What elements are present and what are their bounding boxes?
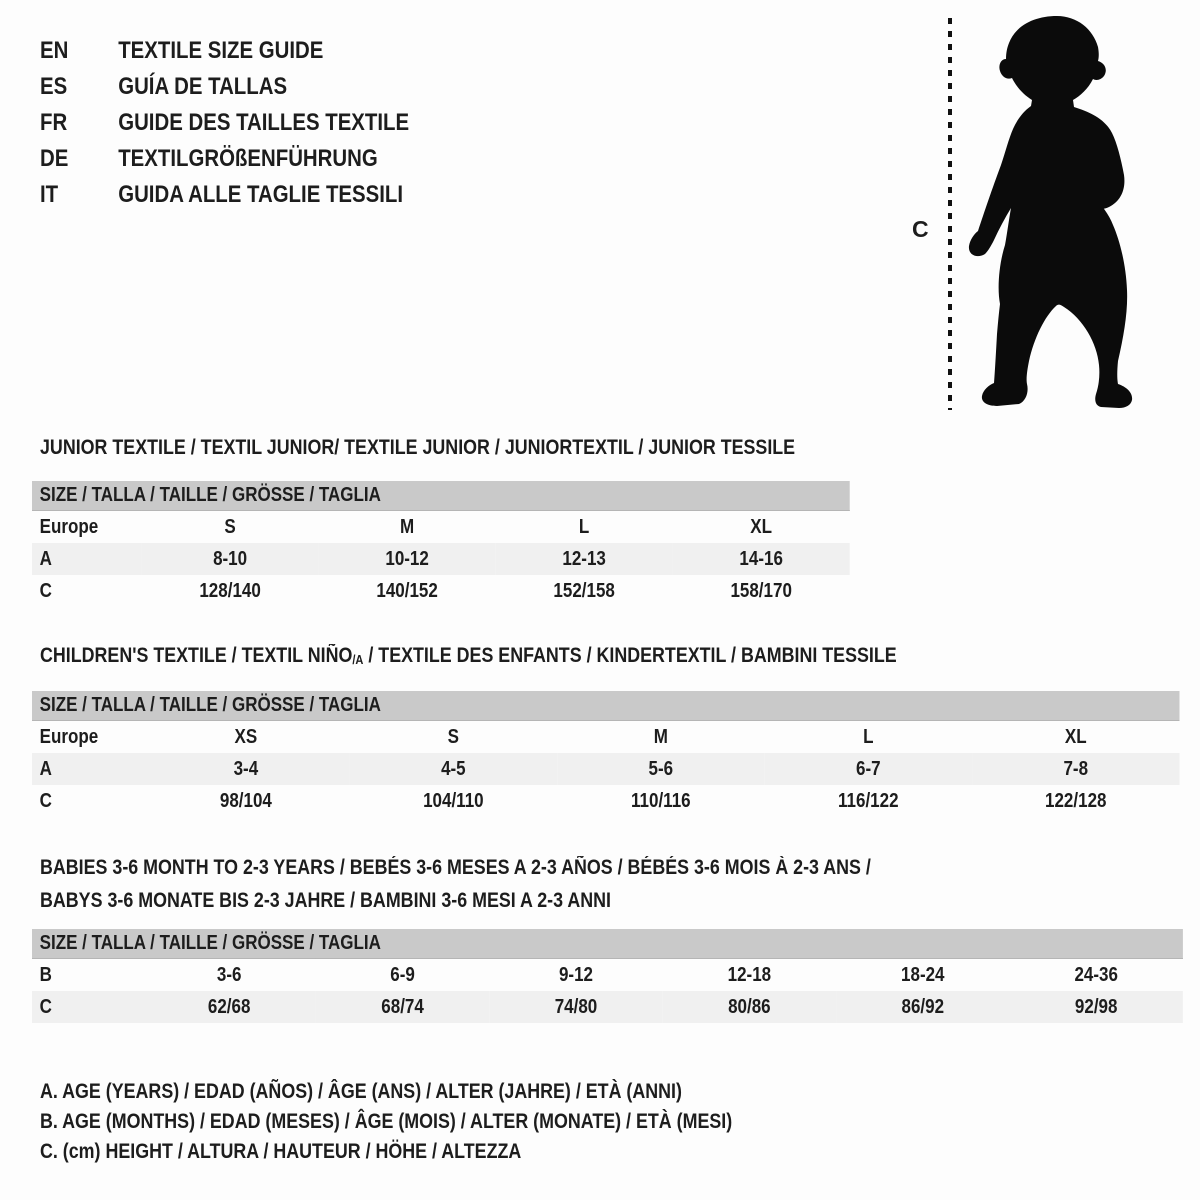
row-label: Europe	[39, 515, 99, 538]
size-cell: M	[400, 515, 415, 538]
age-cell: 5-6	[557, 753, 764, 785]
size-cell: S	[447, 725, 460, 748]
height-cell: 74/80	[489, 991, 662, 1023]
height-cell: 128/140	[199, 579, 261, 602]
height-cell: 92/98	[1009, 991, 1182, 1023]
age-cell: 3-4	[142, 753, 349, 785]
row-height-c	[32, 575, 850, 607]
language-row-it	[40, 177, 409, 213]
language-code: IT	[40, 181, 59, 208]
size-header-bar: SIZE / TALLA / TAILLE / GRÖSSE / TAGLIA	[32, 481, 850, 511]
language-row-es	[40, 69, 409, 105]
row-height-c	[32, 785, 1180, 817]
row-label: A	[32, 753, 142, 785]
row-age-b	[32, 959, 1183, 992]
size-cell: L	[863, 725, 874, 748]
row-age-a	[32, 543, 850, 575]
language-code: ES	[40, 73, 68, 100]
language-row-de	[40, 141, 409, 177]
row-height-c	[32, 991, 1183, 1023]
children-heading-text: CHILDREN'S TEXTILE / TEXTIL NIÑO	[40, 644, 353, 667]
size-cell: S	[224, 515, 236, 538]
row-label: Europe	[39, 725, 99, 748]
age-cell: 7-8	[972, 753, 1179, 785]
children-size-table	[32, 691, 1180, 817]
language-row-fr	[40, 105, 409, 141]
language-title: GUÍA DE TALLAS	[118, 73, 288, 100]
age-cell: 14-16	[673, 543, 850, 575]
size-cell: L	[578, 515, 590, 538]
age-cell: 4-5	[350, 753, 557, 785]
row-label: C	[32, 991, 142, 1023]
age-cell: 18-24	[901, 963, 945, 986]
height-cell: 122/128	[1045, 789, 1107, 812]
babies-heading-line1: BABIES 3-6 MONTH TO 2-3 YEARS / BEBÉS 3-6 MESES A 2-3 AÑOS / BÉBÉS 3-6 MOIS À 2-3 ANS /	[40, 856, 871, 879]
row-europe	[32, 511, 850, 544]
language-title: TEXTILGRÖßENFÜHRUNG	[118, 145, 378, 172]
legend	[40, 1077, 732, 1167]
children-heading-subscript: /A	[352, 652, 364, 668]
legend-line-b: B. AGE (MONTHS) / EDAD (MESES) / ÂGE (MOIS) / ALTER (MONATE) / ETÀ (MESI)	[40, 1110, 733, 1133]
language-title: TEXTILE SIZE GUIDE	[118, 37, 324, 64]
babies-size-table	[32, 929, 1183, 1023]
legend-line-a: A. AGE (YEARS) / EDAD (AÑOS) / ÂGE (ANS) / ALTER (JAHRE) / ETÀ (ANNI)	[40, 1080, 682, 1103]
age-cell: 6-9	[390, 963, 415, 986]
height-cell: 116/122	[838, 789, 899, 812]
age-cell: 8-10	[142, 543, 319, 575]
height-cell: 110/116	[631, 789, 691, 812]
children-heading-text: / TEXTILE DES ENFANTS / KINDERTEXTIL / BAMBINI TESSILE	[363, 644, 897, 667]
junior-size-table	[32, 481, 850, 607]
height-cell: 62/68	[142, 991, 315, 1023]
language-list	[40, 33, 409, 213]
legend-line-c: C. (cm) HEIGHT / ALTURA / HAUTEUR / HÖHE / ALTEZZA	[40, 1140, 522, 1163]
age-cell: 12-13	[496, 543, 673, 575]
row-label: A	[32, 543, 142, 575]
height-cell: 80/86	[663, 991, 836, 1023]
height-cell: 140/152	[376, 579, 438, 602]
language-code: EN	[40, 37, 69, 64]
height-cell: 152/158	[553, 579, 615, 602]
row-europe	[32, 721, 1180, 754]
height-measure-label: C	[912, 216, 929, 242]
age-cell: 24-36	[1074, 963, 1118, 986]
age-cell: 9-12	[558, 963, 593, 986]
age-cell: 6-7	[765, 753, 972, 785]
size-cell: XS	[234, 725, 258, 748]
row-label: C	[39, 579, 52, 602]
row-label: B	[39, 963, 52, 986]
size-cell: XL	[750, 515, 773, 538]
baby-silhouette-icon	[969, 16, 1132, 408]
height-cell: 98/104	[219, 789, 272, 812]
language-code: DE	[40, 145, 69, 172]
size-cell: XL	[1064, 725, 1087, 748]
junior-section-heading: JUNIOR TEXTILE / TEXTIL JUNIOR/ TEXTILE JUNIOR / JUNIORTEXTIL / JUNIOR TESSILE	[40, 436, 796, 459]
children-section-heading	[40, 644, 897, 670]
babies-heading-line2: BABYS 3-6 MONATE BIS 2-3 JAHRE / BAMBINI 3-6 MESI A 2-3 ANNI	[40, 889, 611, 912]
language-title: GUIDA ALLE TAGLIE TESSILI	[118, 181, 404, 208]
baby-height-figure	[938, 12, 1150, 414]
age-cell: 3-6	[216, 963, 242, 986]
row-label: C	[39, 789, 52, 812]
language-row-en	[40, 33, 409, 69]
row-age-a	[32, 753, 1180, 785]
language-code: FR	[40, 109, 68, 136]
age-cell: 10-12	[319, 543, 496, 575]
height-cell: 68/74	[316, 991, 489, 1023]
language-title: GUIDE DES TAILLES TEXTILE	[118, 109, 410, 136]
size-cell: M	[653, 725, 668, 748]
size-header-bar: SIZE / TALLA / TAILLE / GRÖSSE / TAGLIA	[32, 691, 1180, 721]
height-cell: 158/170	[730, 579, 792, 602]
height-cell: 86/92	[836, 991, 1009, 1023]
babies-section-heading	[40, 851, 871, 917]
age-cell: 12-18	[727, 963, 772, 986]
size-header-bar: SIZE / TALLA / TAILLE / GRÖSSE / TAGLIA	[32, 929, 1183, 959]
height-cell: 104/110	[423, 789, 484, 812]
